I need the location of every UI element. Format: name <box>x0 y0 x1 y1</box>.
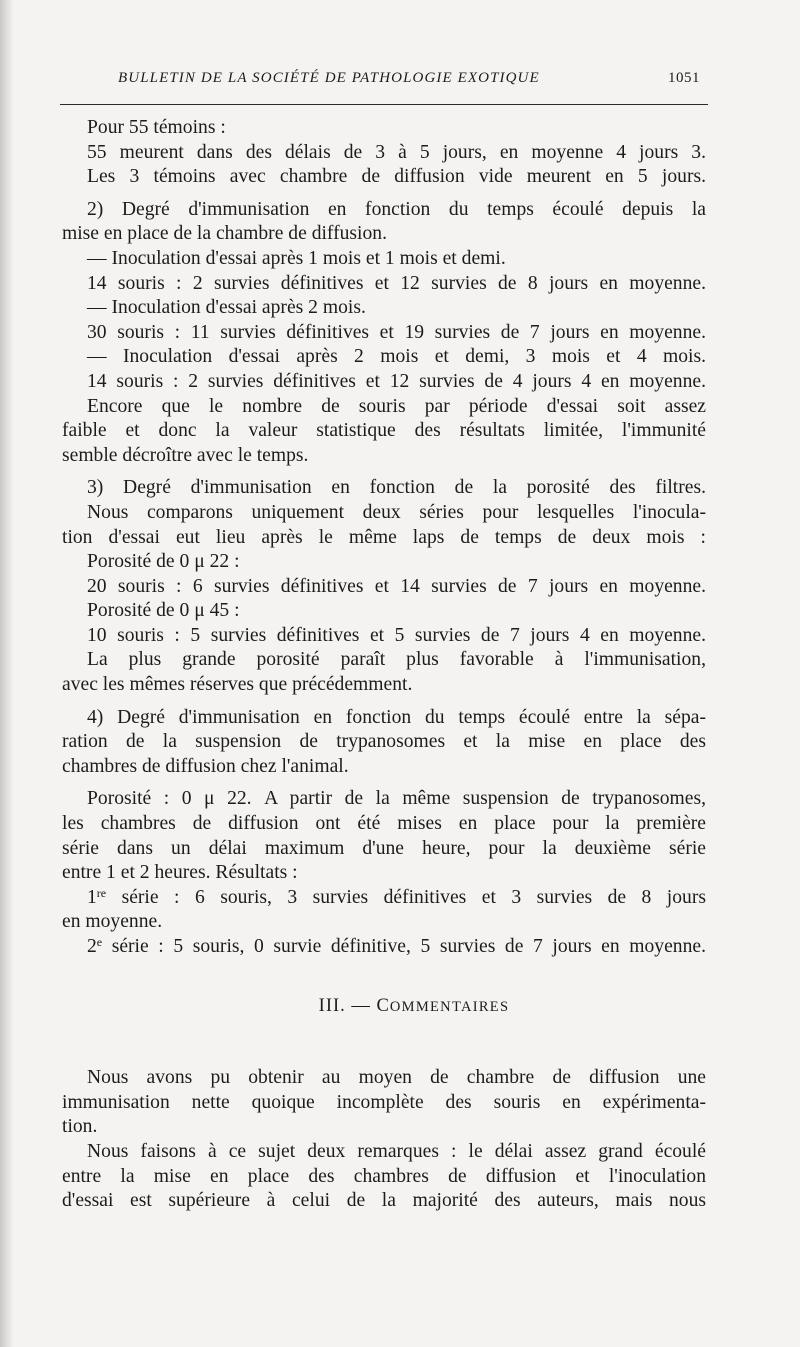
text-line: en moyenne. <box>62 911 163 933</box>
serie-1-text: série : 6 souris, 3 survies définitives et 3 survies de 8 jours <box>106 886 706 908</box>
text-line: — Inoculation d'essai après 2 mois et demi, 3 mois et 4 mois. <box>87 346 706 368</box>
section-title-rest: OMMENTAIRES <box>389 998 510 1015</box>
header-rule <box>60 104 708 105</box>
text-line: Encore que le nombre de souris par période d'essai soit assez <box>87 395 706 417</box>
text-line: Nous comparons uniquement deux séries pour lesquelles l'inocula- <box>87 501 706 523</box>
text-line: avec les mêmes réserves que précédemment. <box>62 674 413 696</box>
section-initial: C <box>376 995 390 1016</box>
text-line: 14 souris : 2 survies définitives et 12 survies de 4 jours 4 en moyenne. <box>87 370 706 392</box>
text-line: ration de la suspension de trypanosomes et la mise en place des <box>62 731 706 753</box>
serie-2-number: 2 <box>87 936 97 957</box>
page-edge-shadow <box>0 0 14 1347</box>
serie-1-ordinal: re <box>96 885 107 900</box>
page-number: 1051 <box>668 70 700 86</box>
text-line: d'essai est supérieure à celui de la majorité des auteurs, mais nous <box>62 1190 706 1212</box>
text-line: entre la mise en place des chambres de diffusion et l'inoculation <box>62 1165 706 1187</box>
text-line: mise en place de la chambre de diffusion. <box>62 223 387 245</box>
text-line: La plus grande porosité paraît plus favorable à l'immunisation, <box>87 649 706 671</box>
text-line: 4) Degré d'immunisation en fonction du temps écoulé entre la sépa- <box>87 706 706 728</box>
serie-2-text: série : 5 souris, 0 survie définitive, 5 survies de 7 jours en moyenne. <box>102 936 706 957</box>
text-line: Pour 55 témoins : <box>87 117 226 138</box>
text-line: tion d'essai eut lieu après le même laps de temps de deux mois : <box>62 526 706 548</box>
text-line: 55 meurent dans des délais de 3 à 5 jours, en moyenne 4 jours 3. <box>87 141 706 163</box>
journal-title: BULLETIN DE LA SOCIÉTÉ DE PATHOLOGIE EXOTIQUE <box>118 70 540 86</box>
text-line: Porosité de 0 μ 45 : <box>87 600 240 622</box>
text-line: tion. <box>62 1116 98 1138</box>
text-line: 3) Degré d'immunisation en fonction de la porosité des filtres. <box>87 477 706 499</box>
text-line: série dans un délai maximum d'une heure, pour la deuxième série <box>62 837 706 859</box>
text-line: Les 3 témoins avec chambre de diffusion vide meurent en 5 jours. <box>87 166 706 188</box>
section-numeral: III. — <box>318 995 377 1016</box>
text-line: Porosité de 0 μ 22 : <box>87 551 240 573</box>
text-line: Nous faisons à ce sujet deux remarques : le délai assez grand écoulé <box>87 1140 706 1162</box>
text-line: faible et donc la valeur statistique des résultats limitée, l'immunité <box>62 420 706 442</box>
text-line: 14 souris : 2 survies définitives et 12 survies de 8 jours en moyenne. <box>87 272 706 294</box>
body-text <box>62 116 706 1214</box>
text-line: les chambres de diffusion ont été mises en place pour la première <box>62 813 706 835</box>
serie-2-line <box>62 935 706 960</box>
text-line: chambres de diffusion chez l'animal. <box>62 755 349 777</box>
serie-2-ordinal: e <box>96 935 103 949</box>
text-line: — Inoculation d'essai après 2 mois. <box>87 297 366 319</box>
text-line: 10 souris : 5 survies définitives et 5 survies de 7 jours 4 en moyenne. <box>87 624 706 646</box>
text-line: entre 1 et 2 heures. Résultats : <box>62 862 298 884</box>
section-heading <box>62 994 706 1019</box>
text-line: 2) Degré d'immunisation en fonction du temps écoulé depuis la <box>87 198 706 220</box>
text-line: Nous avons pu obtenir au moyen de chambre de diffusion une <box>87 1067 706 1089</box>
text-line: immunisation nette quoique incomplète des souris en expérimenta- <box>62 1091 706 1113</box>
text-line: — Inoculation d'essai après 1 mois et 1 mois et demi. <box>87 247 506 269</box>
text-line: semble décroître avec le temps. <box>62 444 309 466</box>
text-line: 20 souris : 6 survies définitives et 14 survies de 7 jours en moyenne. <box>87 575 706 597</box>
serie-1-number: 1 <box>87 886 97 908</box>
text-line: Porosité : 0 μ 22. A partir de la même suspension de trypanosomes, <box>87 788 706 810</box>
serie-1-line <box>62 886 706 911</box>
text-line: 30 souris : 11 survies définitives et 19 survies de 7 jours en moyenne. <box>87 321 706 343</box>
